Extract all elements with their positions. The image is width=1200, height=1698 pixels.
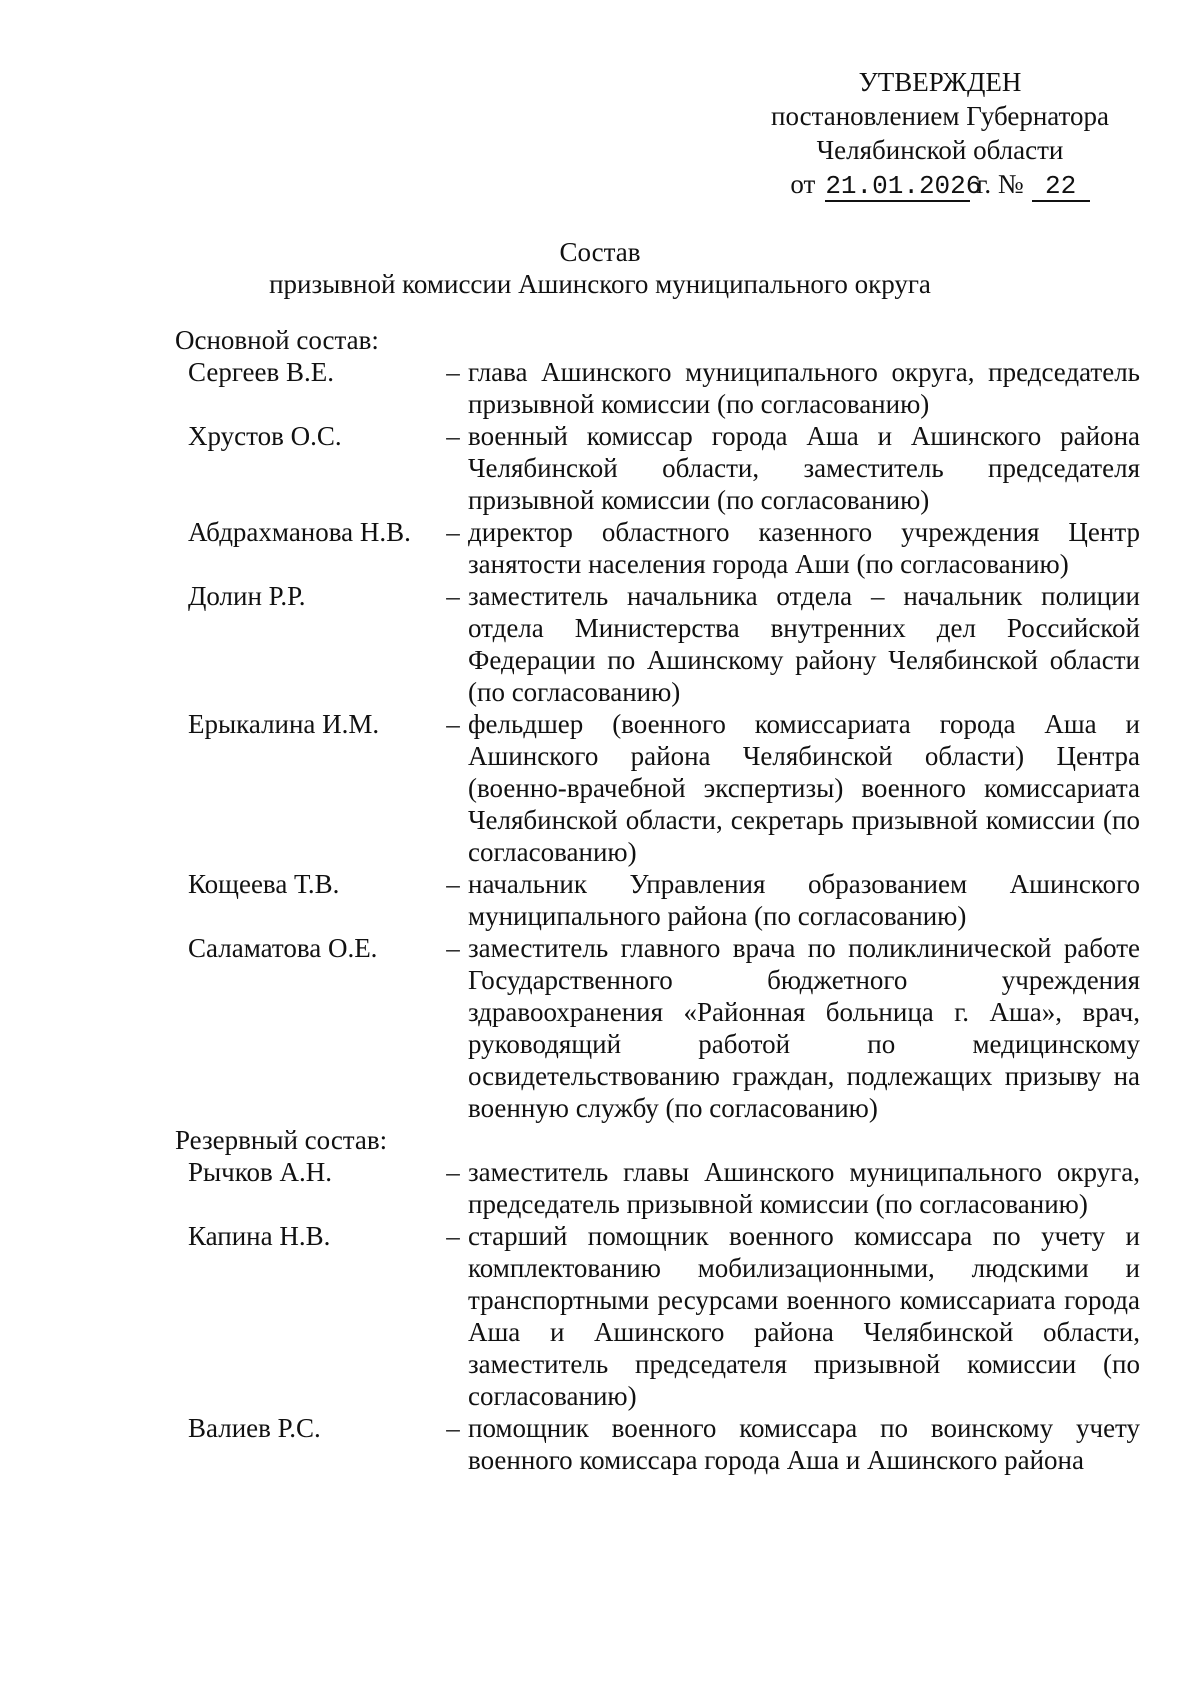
member-name: Ерыкалина И.М.: [188, 709, 380, 739]
member-row: [0, 1220, 1200, 1412]
member-dash: –: [446, 517, 460, 547]
member-row: [0, 516, 1200, 580]
member-row: [0, 708, 1200, 868]
member-name: Валиев Р.С.: [188, 1413, 321, 1443]
main-section-label: Основной состав:: [175, 325, 379, 355]
member-dash: –: [446, 357, 460, 387]
approval-block: [730, 66, 1150, 202]
member-name: Сергеев В.Е.: [188, 357, 335, 387]
member-name: Хрустов О.С.: [188, 421, 342, 451]
member-role: старший помощник военного комиссара по учету и комплектованию мобилизационными, людскими и транспортными ресурсами военного комиссариата города Аша и Ашинского района Челябинской области, заместитель председателя призывной комиссии (по согласованию): [468, 1221, 1140, 1411]
member-role: заместитель главы Ашинского муниципального округа, председатель призывной комиссии (по согласованию): [468, 1157, 1140, 1219]
member-name: Капина Н.В.: [188, 1221, 331, 1251]
title-line-1: Состав: [559, 237, 641, 267]
member-role: помощник военного комиссара по воинскому учету военного комиссара города Аша и Ашинского района: [468, 1413, 1140, 1475]
member-name: Абдрахманова Н.В.: [188, 517, 411, 547]
date-prefix: от: [790, 169, 816, 199]
member-name: Саламатова О.Е.: [188, 933, 378, 963]
member-dash: –: [446, 1221, 460, 1251]
decree-date: 21.01.2026: [825, 171, 982, 201]
member-role: фельдшер (военного комиссариата города Аша и Ашинского района Челябинской области) Центра (военно-врачебной экспертизы) военного комиссариата Челябинской области, секретарь призывной комиссии (по согласованию): [468, 709, 1140, 867]
member-role: директор областного казенного учреждения Центр занятости населения города Аши (по согласованию): [468, 517, 1140, 579]
member-role: заместитель начальника отдела – начальник полиции отдела Министерства внутренних дел Российской Федерации по Ашинскому району Челябинской области (по согласованию): [468, 581, 1140, 707]
member-role: заместитель главного врача по поликлинической работе Государственного бюджетного учреждения здравоохранения «Районная больница г. Аша», врач, руководящий работой по медицинскому освидетельствованию граждан, подлежащих призыву на военную службу (по согласованию): [468, 933, 1140, 1123]
member-dash: –: [446, 1157, 460, 1187]
date-suffix: г. №: [976, 169, 1024, 199]
member-dash: –: [446, 1413, 460, 1443]
commission-list: [0, 324, 1200, 1476]
reserve-section-label: Резервный состав:: [175, 1125, 388, 1155]
member-row: [0, 868, 1200, 932]
approval-date-line: [730, 168, 1150, 202]
member-dash: –: [446, 869, 460, 899]
member-row: [0, 932, 1200, 1124]
title-line-2: призывной комиссии Ашинского муниципального округа: [269, 269, 931, 299]
member-dash: –: [446, 581, 460, 611]
member-role: начальник Управления образованием Ашинского муниципального района (по согласованию): [468, 869, 1140, 931]
member-row: [0, 580, 1200, 708]
approval-line-region: Челябинской области: [816, 135, 1064, 165]
member-row: [0, 356, 1200, 420]
member-role: глава Ашинского муниципального округа, председатель призывной комиссии (по согласованию): [468, 357, 1140, 419]
member-dash: –: [446, 933, 460, 963]
member-dash: –: [446, 421, 460, 451]
member-row: [0, 1412, 1200, 1476]
member-name: Кощеева Т.В.: [188, 869, 340, 899]
document-title: [0, 236, 1200, 300]
member-name: Рычков А.Н.: [188, 1157, 332, 1187]
member-row: [0, 420, 1200, 516]
member-dash: –: [446, 709, 460, 739]
member-row: [0, 1156, 1200, 1220]
member-name: Долин Р.Р.: [188, 581, 306, 611]
member-role: военный комиссар города Аша и Ашинского района Челябинской области, заместитель председателя призывной комиссии (по согласованию): [468, 421, 1140, 515]
decree-number: 22: [1032, 172, 1090, 202]
approval-line-decree: постановлением Губернатора: [771, 101, 1109, 131]
approval-heading: УТВЕРЖДЕН: [858, 67, 1022, 97]
